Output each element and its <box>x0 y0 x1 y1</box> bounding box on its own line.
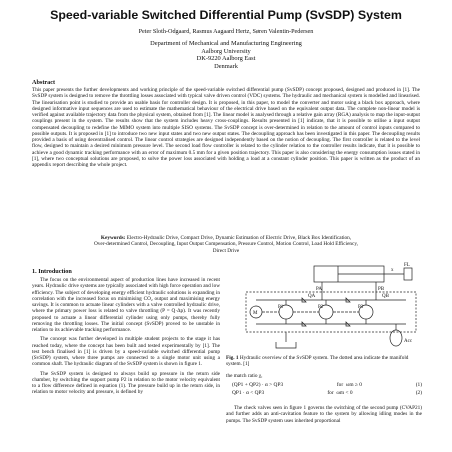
equation-block <box>232 381 422 397</box>
label-qb: QB <box>382 294 389 299</box>
equation-row <box>232 381 422 389</box>
affiliation-country: Denmark <box>214 62 238 70</box>
figure-caption <box>226 355 422 368</box>
label-p2: P2 <box>318 305 324 310</box>
label-fl: FL <box>404 263 410 268</box>
equation-row <box>232 389 422 397</box>
section-heading: 1. Introduction <box>32 268 72 275</box>
label-p3: P3 <box>358 305 364 310</box>
equation-number: (1) <box>415 382 422 388</box>
abstract-block <box>32 79 420 168</box>
intro-paragraph-1: The focus on the environmental aspect of production lines have increased in recent years. Hydraulic drive systems are typically associated with high force operation and low efficiency. The subject of developing energy efficient hydraulic solutions is expanding in correlation with the increased focus on minimising CO₂ output and maximising energy savings. It is common to actuate linear cylinders with a valve controlled hydraulic drive, where the primary power loss is related to valve throttling (P = Q·Δp). It was recently proposed to actuate a linear differential cylinder using only pumps, thereby fully removing the throttling losses. The initial concept (SvSDP) proved to be unstable in relation to its achievable tracking performance. <box>32 277 220 333</box>
label-p1: P1 <box>278 305 284 310</box>
keywords-line-1: Electro-Hydraulic Drive, Compact Drive, Dynamic Estimation of Electric Drive, Black Box Identification, <box>126 235 352 241</box>
label-motor: M <box>253 311 258 316</box>
author-list: Peter Sloth-Odgaard, Rasmus Aagaard Hertz, Søren Valentin-Pedersen <box>138 28 314 35</box>
equation-number: (2) <box>415 390 422 396</box>
figure-caption-text: Hydraulic overview of the SvSDP system. The dotted area indicate the manifold system. [1] <box>226 355 409 368</box>
label-x: x <box>391 268 394 273</box>
right-column-paragraph: The check valves seen in figure 1 governs the switching of the second pump (CVAP21) and further adds an anti-cavitation feature to the system by allowing idling modes in the pumps. The SvSDP system uses inherited proportional <box>226 405 422 424</box>
affiliation-university: Aalborg University <box>201 47 251 55</box>
equation-condition: for ωm < 0 <box>327 390 353 396</box>
keywords-line-3: Direct Drive <box>212 247 240 254</box>
keywords-line-2: Over-determined Control, Decoupling, Input Output Compensation, Pressure Control, Motion Control, Load Hold Efficiency, <box>94 241 358 248</box>
left-column <box>32 268 220 399</box>
accumulator <box>390 330 402 346</box>
intro-paragraph-2: The concept was further developed in multiple student projects to the stage it has reached today, where the concept has been built and tested experimentally by [1]. The test bench finalised in [1] is driven by a speed-variable switched differential pump (SvSDP) system, where three pumps are connected to a single motor unit using a common shaft. The hydraulic diagram of the SvSDP system is shown in figure 1. <box>32 336 220 368</box>
hydraulic-diagram <box>226 262 422 352</box>
abstract-heading: Abstract <box>32 79 56 86</box>
affiliation-department: Department of Mechanical and Manufacturing Engineering <box>150 40 302 47</box>
label-qa: QA <box>308 294 316 299</box>
intro-paragraph-3: The SvSDP system is designed to always build up pressure in the return side chamber, by switching the support pump P2 in relation to the motor velocity equivalent to a flow difference defined in equation (1). The pressure build up in the return side, in relation to motor velocity and pressure, is defined by <box>32 370 220 396</box>
load-mass <box>404 268 412 280</box>
paper-title: Speed-variable Switched Differential Pump (SvSDP) System <box>50 8 402 22</box>
keywords-block <box>32 235 420 254</box>
label-pa: PA <box>316 287 322 292</box>
affiliation-city: DK-9220 Aalborg East <box>196 55 256 62</box>
tank-symbol <box>276 342 296 348</box>
equation-condition: for ωm ≥ 0 <box>336 382 362 388</box>
equation-lhs: QP1 · α < QP3 <box>232 390 265 396</box>
label-acc: Acc <box>404 339 413 344</box>
label-pb: PB <box>378 287 385 292</box>
keywords-label: Keywords: <box>100 235 126 241</box>
figure-caption-label: Fig. 1 <box>226 355 239 361</box>
match-ratio-text: the match ratio χ, <box>226 373 263 379</box>
equation-lhs: (QP1 + QP2) · α > QP3 <box>232 382 284 388</box>
affiliation-block <box>0 40 452 70</box>
hydraulic-diagram-figure <box>226 262 422 352</box>
abstract-text: This paper presents the further developments and working principle of the speed-variable switched differential pump (SvSDP) concept proposed, designed and produced in [1]. The SvSDP system is designed to remove the throttling losses associated with typical valve driven control (VDC) systems. The hydraulic and mechanical system is modelled and linearised. The linearisation point is studied to provide an usable basis for controller design. It is proposed, in this paper, to model the converter and motor using a black box approach, where designed informative input sequences are used to estimate the mathematical behaviour of the electrical drive based on the equivalent output data. The complete non-linear model is verified against available trajectory data from the physical system, obtained from [1]. The linear model is analysed through a relative gain array (RGA) analysis to map the input-output couplings present in the system. The results show that the system includes heavy cross-couplings. Results presented in [1] indicate, that it is possible to utilise a input output compensated decoupling to redefine the MIMO system into multiple SISO systems. The SvSDP concept is over-determined in relation to the amount of control inputs compared to possible outputs. It is proposed in [1] to introduce two new input states and two new output states. The decoupling approach has been investigated in this paper. The decoupling results provided a basis of using decentralised control. The linear control strategies are designed independently based on the notion of decoupling. The first controller is related to the level flow, designed to maintain a desired minimum pressure level. The second load flow controller is related to the cylinder relation to the controller results indicate, that it is possible to achieve a good dynamic tracking performance with an error of maximum 0.5 mm for a given position trajectory. This paper is also considering the energy consumption issues stated in [1], where two conceptual solutions are proposed, to solve the power loss associated with holding a load at a constant cylinder position. This paper is written as the product of an appendix report describing the whole project. <box>32 87 420 168</box>
